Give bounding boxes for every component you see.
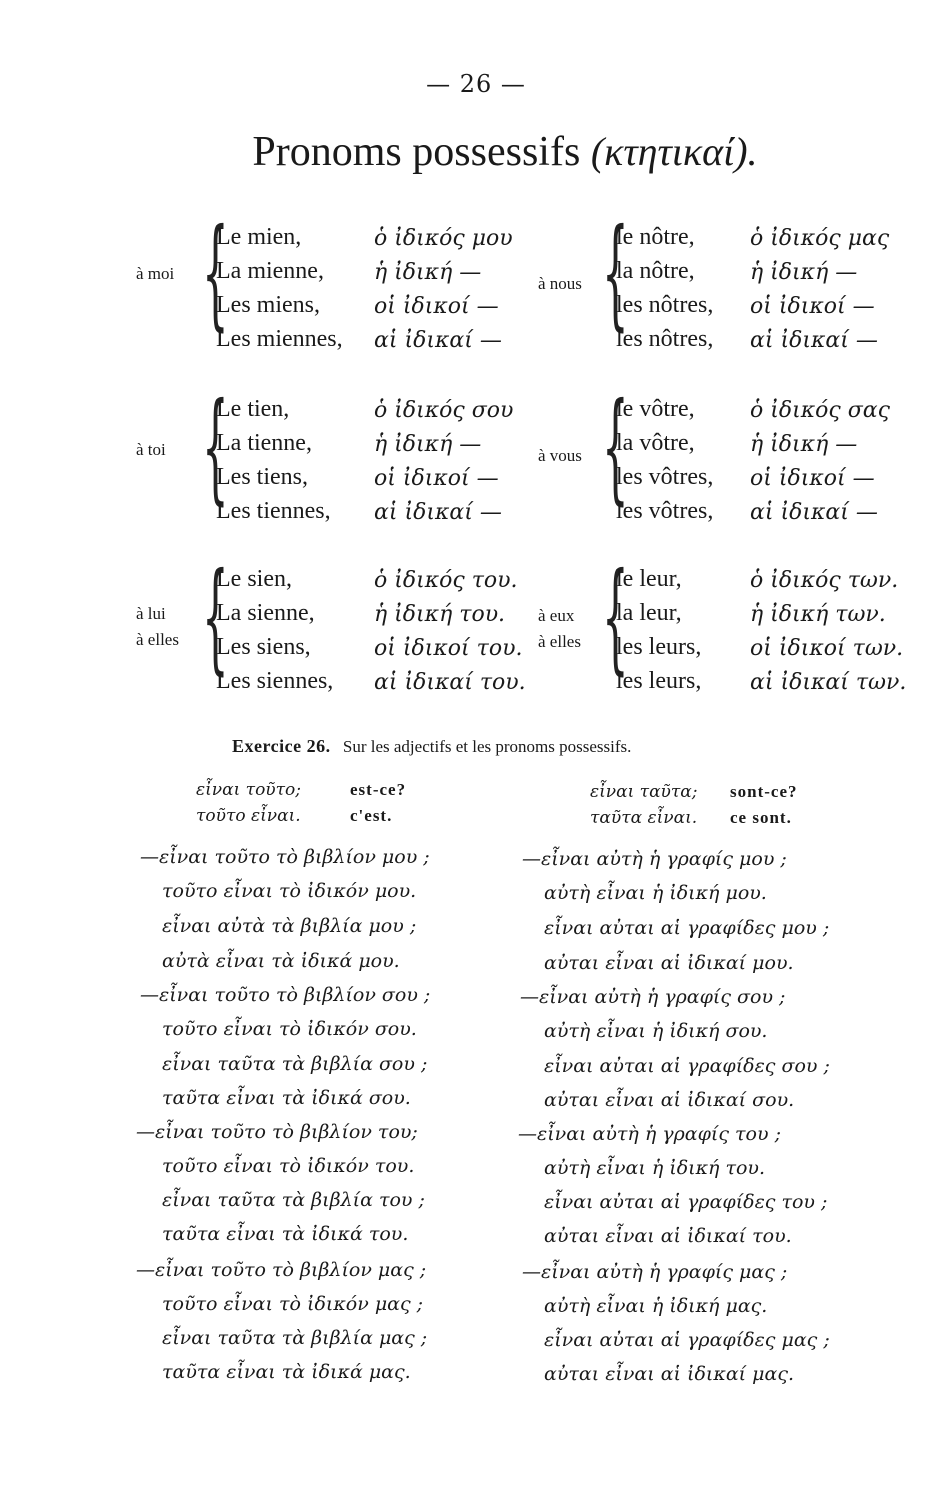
group-1-right-row-3-fr: les nôtres, (616, 292, 714, 318)
group-2-left-row-4-fr: Les tiennes, (216, 498, 331, 524)
group-2-right-row-3-gr: οἱ ἰδικοί — (750, 466, 875, 491)
sentence-right-12: αὐται εἶναι αἱ ἰδικαί του. (544, 1225, 792, 1247)
page-title (0, 128, 952, 176)
group-1-left-brace: { (202, 204, 229, 343)
group-3-left-row-2-gr: ἡ ἰδική του. (374, 602, 506, 627)
group-1-left-row-3-fr: Les miens, (216, 292, 320, 318)
group-3-left-row-4-gr: αἱ ἰδικαί του. (374, 670, 526, 695)
sentence-right-5: —εἶναι αὐτὴ ἡ γραφίς σου ; (520, 986, 786, 1008)
group-1-left-label: à moi (136, 264, 175, 283)
group-3-left-row-3-fr: Les siens, (216, 634, 311, 660)
group-1-left-row-4-gr: αἱ ἰδικαί — (374, 328, 502, 353)
sentence-right-11: εἶναι αὐται αἱ γραφίδες του ; (544, 1191, 828, 1213)
group-3-left-row-2-fr: La sienne, (216, 600, 315, 626)
group-1-left-row-3-gr: οἱ ἰδικοί — (374, 294, 499, 319)
header-right-2-gr: ταῦτα εἶναι. (590, 808, 698, 828)
sentence-left-5: —εἶναι τοῦτο τὸ βιβλίον σου ; (140, 984, 431, 1006)
sentence-right-6: αὐτὴ εἶναι ἡ ἰδική σου. (544, 1020, 768, 1042)
sentence-left-15: εἶναι ταῦτα τὰ βιβλία μας ; (162, 1327, 428, 1349)
page-number: — 26 — (426, 70, 526, 98)
group-2-left-row-1-fr: Le tien, (216, 396, 290, 422)
group-3-left-row-1-gr: ὁ ἰδικός του. (374, 568, 518, 593)
sentence-left-3: εἶναι αὐτὰ τὰ βιβλία μου ; (162, 915, 417, 937)
group-2-left-row-3-gr: οἱ ἰδικοί — (374, 466, 499, 491)
group-2-left-brace: { (202, 378, 229, 517)
group-1-right-row-4-gr: αἱ ἰδικαί — (750, 328, 878, 353)
group-3-left-row-3-gr: οἱ ἰδικοί του. (374, 636, 523, 661)
group-2-right-row-1-fr: le vôtre, (616, 396, 695, 422)
header-left-2-fr: c'est. (350, 806, 393, 825)
group-3-right-row-2-gr: ἡ ἰδική των. (750, 602, 886, 627)
group-2-right-label: à vous (538, 446, 582, 465)
group-1-left-row-2-fr: La mienne, (216, 258, 324, 284)
group-2-left-row-1-gr: ὁ ἰδικός σου (374, 398, 514, 423)
sentence-right-9: —εἶναι αὐτὴ ἡ γραφίς του ; (518, 1123, 781, 1145)
title-french: Pronoms possessifs (252, 129, 581, 175)
exercise-subtitle: Sur les adjectifs et les pronoms possessifs. (342, 737, 632, 756)
sentence-left-16: ταῦτα εἶναι τὰ ἰδικά μας. (162, 1361, 411, 1383)
group-3-right-row-4-gr: αἱ ἰδικαί των. (750, 670, 907, 695)
group-3-right-label-1: à eux (538, 606, 575, 625)
group-2-right-row-2-gr: ἡ ἰδική — (750, 432, 858, 457)
sentence-right-15: εἶναι αὐται αἱ γραφίδες μας ; (544, 1329, 830, 1351)
sentence-right-8: αὐται εἶναι αἱ ἰδικαί σου. (544, 1089, 795, 1111)
group-1-right-row-4-fr: les nôtres, (616, 326, 714, 352)
group-3-left-label-2: à elles (136, 630, 179, 649)
header-left-1-gr: εἶναι τοῦτο; (196, 780, 302, 800)
sentence-right-16: αὐται εἶναι αἱ ἰδικαί μας. (544, 1363, 795, 1385)
sentence-right-4: αὐται εἶναι αἱ ἰδικαί μου. (544, 952, 794, 974)
group-3-left-row-1-fr: Le sien, (216, 566, 292, 592)
sentence-left-8: ταῦτα εἶναι τὰ ἰδικά σου. (162, 1087, 411, 1109)
group-1-left-row-2-gr: ἡ ἰδική — (374, 260, 482, 285)
group-3-right-row-3-fr: les leurs, (616, 634, 702, 660)
group-1-right-row-3-gr: οἱ ἰδικοί — (750, 294, 875, 319)
group-3-right-row-1-gr: ὁ ἰδικός των. (750, 568, 899, 593)
group-1-right-row-1-gr: ὁ ἰδικός μας (750, 226, 890, 251)
header-right-1-fr: sont-ce? (730, 782, 798, 801)
group-2-left-row-2-gr: ἡ ἰδική — (374, 432, 482, 457)
group-1-left-row-4-fr: Les miennes, (216, 326, 343, 352)
group-2-right-row-2-fr: la vôtre, (616, 430, 695, 456)
sentence-left-12: ταῦτα εἶναι τὰ ἰδικά του. (162, 1223, 409, 1245)
sentence-left-6: τοῦτο εἶναι τὸ ἰδικόν σου. (162, 1018, 417, 1040)
sentence-right-2: αὐτὴ εἶναι ἡ ἰδική μου. (544, 882, 767, 904)
sentence-left-13: —εἶναι τοῦτο τὸ βιβλίον μας ; (136, 1259, 427, 1281)
group-2-left-label: à toi (136, 440, 166, 459)
group-1-right-brace: { (602, 204, 629, 343)
exercise-heading (232, 736, 631, 757)
group-3-left-row-4-fr: Les siennes, (216, 668, 334, 694)
group-1-left-row-1-gr: ὁ ἰδικός μου (374, 226, 513, 251)
group-1-right-label: à nous (538, 274, 582, 293)
header-left-1-fr: est-ce? (350, 780, 407, 799)
sentence-right-10: αὐτὴ εἶναι ἡ ἰδική του. (544, 1157, 766, 1179)
group-1-right-row-1-fr: le nôtre, (616, 224, 695, 250)
group-3-left-brace: { (202, 548, 229, 687)
group-3-right-brace: { (602, 548, 629, 687)
sentence-right-3: εἶναι αὐται αἱ γραφίδες μου ; (544, 917, 830, 939)
group-3-right-row-3-gr: οἱ ἰδικοί των. (750, 636, 904, 661)
sentence-right-13: —εἶναι αὐτὴ ἡ γραφίς μας ; (522, 1261, 788, 1283)
sentence-left-14: τοῦτο εἶναι τὸ ἰδικόν μας ; (162, 1293, 424, 1315)
sentence-left-7: εἶναι ταῦτα τὰ βιβλία σου ; (162, 1053, 428, 1075)
sentence-right-7: εἶναι αὐται αἱ γραφίδες σου ; (544, 1055, 830, 1077)
sentence-left-10: τοῦτο εἶναι τὸ ἰδικόν του. (162, 1155, 415, 1177)
group-2-right-row-1-gr: ὁ ἰδικός σας (750, 398, 890, 423)
group-2-right-row-4-gr: αἱ ἰδικαί — (750, 500, 878, 525)
sentence-left-1: —εἶναι τοῦτο τὸ βιβλίον μου ; (140, 846, 430, 868)
group-2-right-row-4-fr: les vôtres, (616, 498, 714, 524)
header-right-2-fr: ce sont. (730, 808, 792, 827)
group-1-right-row-2-gr: ἡ ἰδική — (750, 260, 858, 285)
sentence-right-1: —εἶναι αὐτὴ ἡ γραφίς μου ; (522, 848, 787, 870)
group-2-left-row-3-fr: Les tiens, (216, 464, 308, 490)
sentence-left-2: τοῦτο εἶναι τὸ ἰδικόν μου. (162, 880, 417, 902)
header-right-1-gr: εἶναι ταῦτα; (590, 782, 698, 802)
title-greek: (κτητικαί). (590, 129, 758, 174)
group-2-right-row-3-fr: les vôtres, (616, 464, 714, 490)
group-3-right-row-4-fr: les leurs, (616, 668, 702, 694)
sentence-left-11: εἶναι ταῦτα τὰ βιβλία του ; (162, 1189, 425, 1211)
sentence-right-14: αὐτὴ εἶναι ἡ ἰδική μας. (544, 1295, 768, 1317)
exercise-title: Exercice 26. (232, 736, 331, 756)
group-1-left-row-1-fr: Le mien, (216, 224, 302, 250)
group-2-right-brace: { (602, 378, 629, 517)
group-1-right-row-2-fr: la nôtre, (616, 258, 695, 284)
group-2-left-row-4-gr: αἱ ἰδικαί — (374, 500, 502, 525)
sentence-left-9: —εἶναι τοῦτο τὸ βιβλίον του; (136, 1121, 418, 1143)
group-3-right-row-2-fr: la leur, (616, 600, 682, 626)
group-3-right-label-2: à elles (538, 632, 581, 651)
sentence-left-4: αὐτὰ εἶναι τὰ ἰδικά μου. (162, 950, 400, 972)
group-3-right-row-1-fr: le leur, (616, 566, 682, 592)
group-2-left-row-2-fr: La tienne, (216, 430, 312, 456)
group-3-left-label-1: à lui (136, 604, 166, 623)
header-left-2-gr: τοῦτο εἶναι. (196, 806, 301, 826)
